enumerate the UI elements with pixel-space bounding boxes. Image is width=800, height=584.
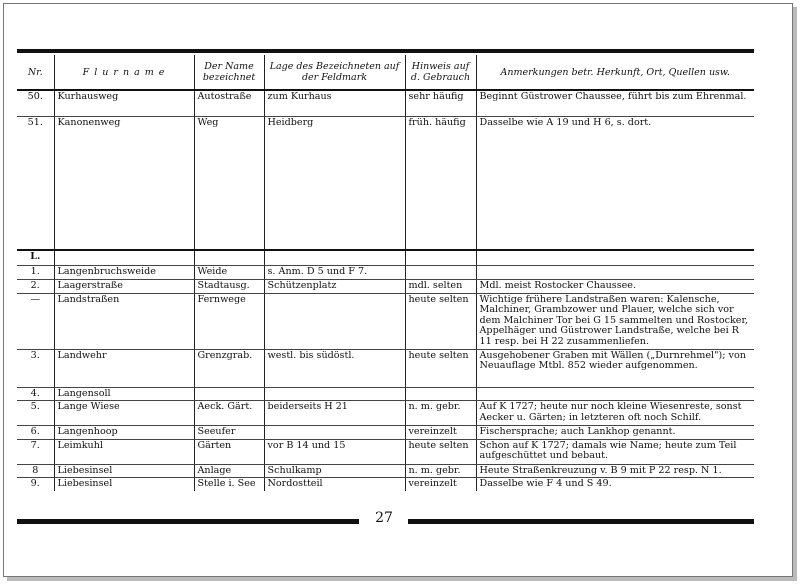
cell-nr: 9. — [17, 478, 54, 491]
table-row — [17, 401, 754, 426]
cell-lage: Heidberg — [264, 116, 405, 250]
cell-bezeichnet — [194, 387, 264, 401]
cell-hinweis: n. m. gebr. — [405, 464, 476, 478]
cell-anmerkungen: Schon auf K 1727; damals wie Name; heute zum Teil aufgeschüttet und bebaut. — [476, 439, 754, 464]
cell-nr: 6. — [17, 426, 54, 440]
cell-lage — [264, 426, 405, 440]
cell-bezeichnet: Fernwege — [194, 293, 264, 349]
cell-flurname: Kanonenweg — [54, 116, 194, 250]
table-row — [17, 464, 754, 478]
table-row — [17, 349, 754, 387]
table-row — [17, 279, 754, 293]
cell-bezeichnet: Seeufer — [194, 426, 264, 440]
header-anmerkungen: Anmerkungen betr. Herkunft, Ort, Quellen usw. — [476, 55, 754, 90]
cell-anmerkungen — [476, 265, 754, 279]
cell-flurname: Laagerstraße — [54, 279, 194, 293]
cell-hinweis: mdl. selten — [405, 279, 476, 293]
cell-hinweis: vereinzelt — [405, 426, 476, 440]
table-row — [17, 439, 754, 464]
cell-hinweis: heute selten — [405, 293, 476, 349]
table-row — [17, 116, 754, 250]
cell-nr: 8 — [17, 464, 54, 478]
cell-hinweis — [405, 265, 476, 279]
cell-bezeichnet: Anlage — [194, 464, 264, 478]
cell-flurname: Landstraßen — [54, 293, 194, 349]
cell-nr: 3. — [17, 349, 54, 387]
cell-bezeichnet: Stadtausg. — [194, 279, 264, 293]
cell-lage: Schützenplatz — [264, 279, 405, 293]
cell-nr: 4. — [17, 387, 54, 401]
table-row — [17, 90, 754, 116]
section-letter: L. — [17, 250, 54, 265]
cell-bezeichnet: Weg — [194, 116, 264, 250]
cell-bezeichnet: Grenzgrab. — [194, 349, 264, 387]
cell-lage — [264, 387, 405, 401]
cell-lage: beiderseits H 21 — [264, 401, 405, 426]
cell-lage: Nordostteil — [264, 478, 405, 491]
cell-anmerkungen: Dasselbe wie A 19 und H 6, s. dort. — [476, 116, 754, 250]
cell-bezeichnet: Weide — [194, 265, 264, 279]
section-row — [17, 250, 754, 265]
cell-nr: 51. — [17, 116, 54, 250]
header-bezeichnet: Der Name bezeichnet — [194, 55, 264, 90]
cell-flurname: Langensoll — [54, 387, 194, 401]
table-row — [17, 293, 754, 349]
cell-hinweis: heute selten — [405, 349, 476, 387]
cell-hinweis — [405, 387, 476, 401]
cell-anmerkungen: Beginnt Güstrower Chaussee, führt bis zum Ehrenmal. — [476, 90, 754, 116]
cell-anmerkungen: Wichtige frühere Landstraßen waren: Kalensche, Malchiner, Grambzower und Plauer, welche sich vor dem Malchiner Tor bei G 15 sammelten und Rostocker, Appelhäger und Güstrower Landstraße, welche bei R 11 resp. bei H 22 zusammenliefen. — [476, 293, 754, 349]
cell-nr: — — [17, 293, 54, 349]
cell-nr: 50. — [17, 90, 54, 116]
table-row — [17, 426, 754, 440]
header-row — [17, 55, 754, 90]
header-flurname: F l u r n a m e — [54, 55, 194, 90]
bottom-rule-right — [408, 519, 754, 524]
cell-anmerkungen: Heute Straßenkreuzung v. B 9 mit P 22 resp. N 1. — [476, 464, 754, 478]
cell-bezeichnet: Autostraße — [194, 90, 264, 116]
cell-anmerkungen: Ausgehobener Graben mit Wällen („Durnrehmel"); von Neuauflage Mtbl. 852 wieder aufgenommen. — [476, 349, 754, 387]
cell-hinweis: sehr häufig — [405, 90, 476, 116]
cell-hinweis: heute selten — [405, 439, 476, 464]
bottom-rule-left — [17, 519, 359, 524]
cell-lage: vor B 14 und 15 — [264, 439, 405, 464]
cell-flurname: Langenhoop — [54, 426, 194, 440]
header-nr: Nr. — [17, 55, 54, 90]
table-row — [17, 478, 754, 491]
cell-anmerkungen: Auf K 1727; heute nur noch kleine Wiesenreste, sonst Aecker u. Gärten; in letzteren oft noch Schilf. — [476, 401, 754, 426]
cell-nr: 7. — [17, 439, 54, 464]
header-hinweis: Hinweis auf d. Gebrauch — [405, 55, 476, 90]
cell-lage: zum Kurhaus — [264, 90, 405, 116]
cell-anmerkungen: Fischersprache; auch Lankhop genannt. — [476, 426, 754, 440]
table-row — [17, 265, 754, 279]
cell-lage: Schulkamp — [264, 464, 405, 478]
cell-flurname: Landwehr — [54, 349, 194, 387]
top-rule — [17, 49, 754, 53]
table-row — [17, 387, 754, 401]
page-number: 27 — [375, 510, 393, 526]
cell-bezeichnet: Gärten — [194, 439, 264, 464]
cell-nr: 2. — [17, 279, 54, 293]
cell-bezeichnet: Stelle i. See — [194, 478, 264, 491]
cell-anmerkungen: Dasselbe wie F 4 und S 49. — [476, 478, 754, 491]
cell-flurname: Kurhausweg — [54, 90, 194, 116]
cell-flurname: Leimkuhl — [54, 439, 194, 464]
cell-hinweis: n. m. gebr. — [405, 401, 476, 426]
cell-bezeichnet: Aeck. Gärt. — [194, 401, 264, 426]
cell-anmerkungen: Mdl. meist Rostocker Chaussee. — [476, 279, 754, 293]
cell-lage: s. Anm. D 5 und F 7. — [264, 265, 405, 279]
cell-anmerkungen — [476, 387, 754, 401]
cell-nr: 5. — [17, 401, 54, 426]
cell-flurname: Liebesinsel — [54, 464, 194, 478]
cell-hinweis: vereinzelt — [405, 478, 476, 491]
cell-hinweis: früh. häufig — [405, 116, 476, 250]
cell-lage: westl. bis südöstl. — [264, 349, 405, 387]
cell-flurname: Lange Wiese — [54, 401, 194, 426]
cell-flurname: Liebesinsel — [54, 478, 194, 491]
cell-nr: 1. — [17, 265, 54, 279]
cell-flurname: Langenbruchsweide — [54, 265, 194, 279]
flurnamen-table — [17, 55, 754, 491]
header-lage: Lage des Bezeichneten auf der Feldmark — [264, 55, 405, 90]
cell-lage — [264, 293, 405, 349]
